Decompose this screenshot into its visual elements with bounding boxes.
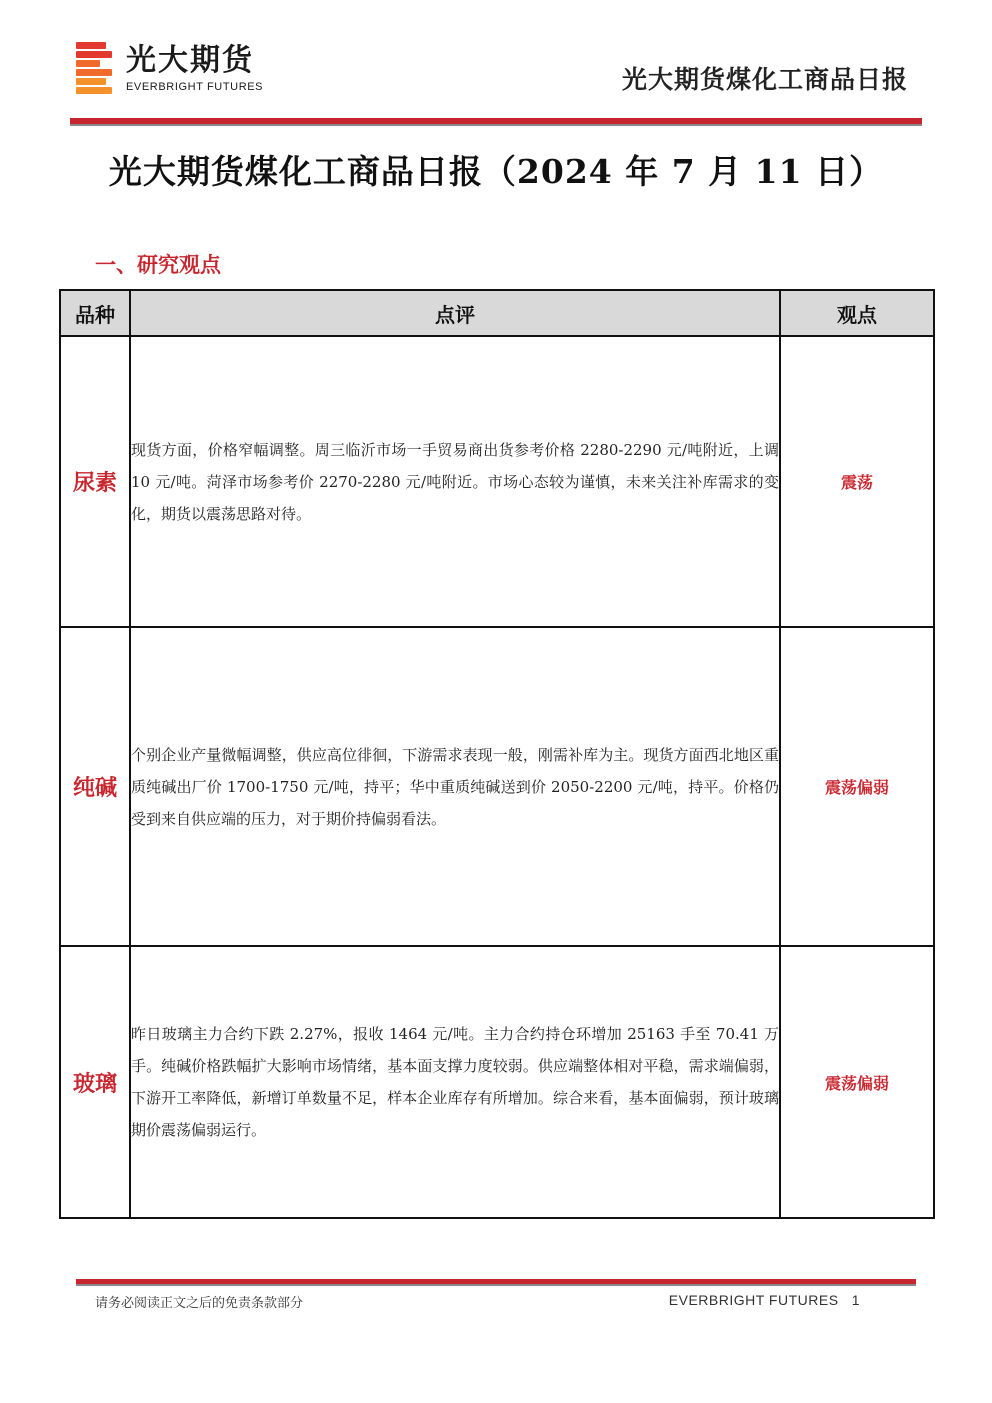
footer-brand-page	[669, 1292, 860, 1308]
header-comment: 点评	[130, 290, 780, 336]
document-title: 光大期货煤化工商品日报（2024 年 7 月 11 日）	[108, 152, 884, 191]
header-view: 观点	[780, 290, 934, 336]
logo-name-en: EVERBRIGHT FUTURES	[126, 81, 264, 93]
footer-disclaimer: 请务必阅读正文之后的免责条款部分	[95, 1296, 304, 1311]
variety-cell: 玻璃	[60, 946, 130, 1218]
header-title: 光大期货煤化工商品日报	[621, 65, 908, 94]
table-row	[60, 336, 934, 627]
view-cell: 震荡偏弱	[780, 627, 934, 946]
variety-cell: 尿素	[60, 336, 130, 627]
header-variety: 品种	[60, 290, 130, 336]
header-divider	[70, 118, 922, 126]
company-logo	[76, 42, 263, 96]
page-number: 1	[851, 1292, 860, 1308]
footer-brand: EVERBRIGHT FUTURES	[668, 1292, 839, 1308]
comment-cell: 现货方面，价格窄幅调整。周三临沂市场一手贸易商出货参考价格 2280-2290 元/吨附近，上调 10 元/吨。菏泽市场参考价 2270-2280 元/吨附近。市场心态较为谨慎，未来关注补库需求的变化，期货以震荡思路对待。	[130, 336, 780, 627]
footer-divider	[76, 1279, 916, 1286]
logo-mark-icon	[76, 42, 114, 96]
table-row	[60, 946, 934, 1218]
section-heading: 一、研究观点	[95, 252, 221, 277]
view-cell: 震荡偏弱	[780, 946, 934, 1218]
comment-cell: 昨日玻璃主力合约下跌 2.27%，报收 1464 元/吨。主力合约持仓环增加 25163 手至 70.41 万手。纯碱价格跌幅扩大影响市场情绪，基本面支撑力度较弱。供应端整体相对平稳，需求端偏弱，下游开工率降低，新增订单数量不足，样本企业库存有所增加。综合来看，基本面偏弱，预计玻璃期价震荡偏弱运行。	[130, 946, 780, 1218]
table-header-row	[60, 290, 934, 336]
comment-cell: 个别企业产量微幅调整，供应高位徘徊，下游需求表现一般，刚需补库为主。现货方面西北地区重质纯碱出厂价 1700-1750 元/吨，持平；华中重质纯碱送到价 2050-2200 元/吨，持平。价格仍受到来自供应端的压力，对于期价持偏弱看法。	[130, 627, 780, 946]
logo-name-cn: 光大期货	[126, 43, 254, 78]
table-row	[60, 627, 934, 946]
research-views-table	[59, 289, 935, 1219]
variety-cell: 纯碱	[60, 627, 130, 946]
view-cell: 震荡	[780, 336, 934, 627]
